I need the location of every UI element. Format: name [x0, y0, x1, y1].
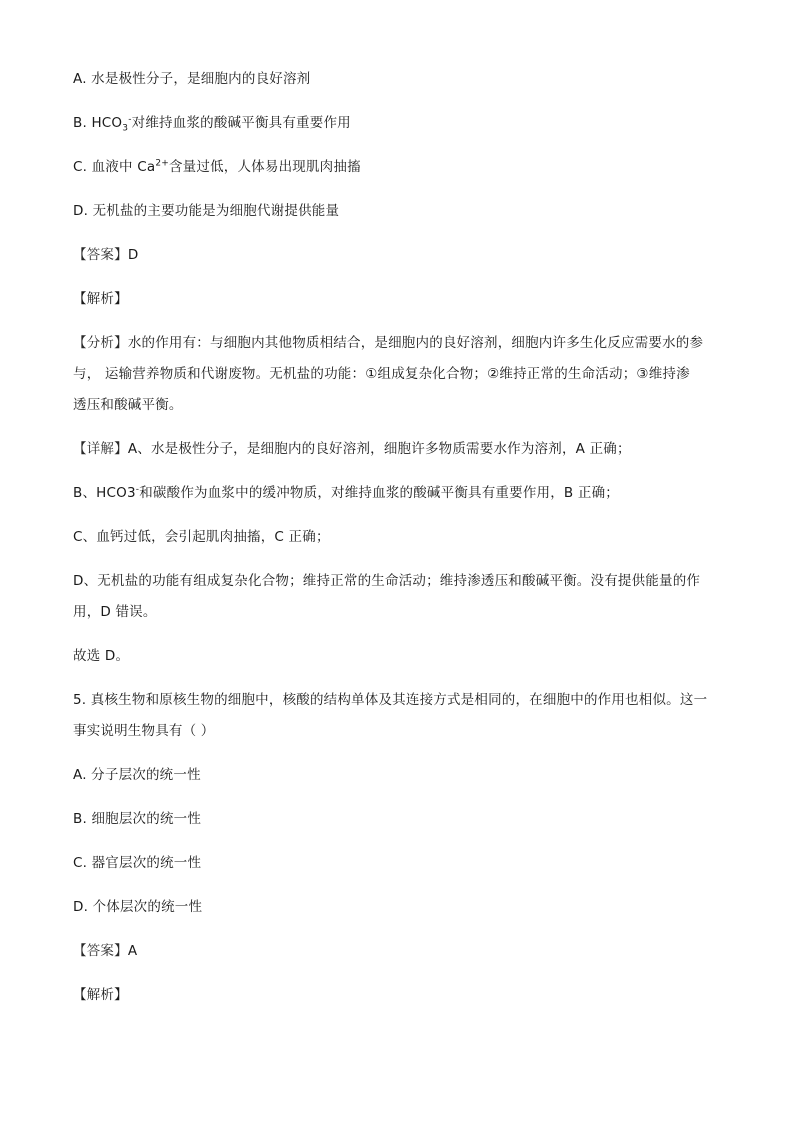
- q4-xiangjie-c: C、血钙过低，会引起肌肉抽搐，C 正确；: [73, 529, 330, 545]
- q4-option-b: [73, 108, 734, 139]
- q4-option-b-text: 对维持血浆的酸碱平衡具有重要作用: [131, 115, 351, 131]
- q5-stem-line-1: 5. 真核生物和原核生物的细胞中，核酸的结构单体及其连接方式是相同的，在细胞中的作用也相似。这一: [73, 692, 708, 708]
- q4-analysis-heading: 【解析】: [73, 291, 128, 307]
- q4-option-c-prefix: C. 血液中 Ca: [73, 159, 156, 175]
- q4-fenxi-line-1: [73, 328, 734, 359]
- q4-xiangjie-a-text: A、水是极性分子，是细胞内的良好溶剂，细胞许多物质需要水作为溶剂，A 正确；: [127, 441, 631, 457]
- q4-option-c-text: 含量过低，人体易出现肌肉抽搐: [168, 159, 361, 175]
- q4-xiangjie-a: [73, 434, 734, 465]
- q5-answer-value: A: [127, 943, 138, 959]
- q4-xiangjie-b: [73, 478, 734, 509]
- q4-xiangjie-d-line-1: D、无机盐的功能有组成复杂化合物；维持正常的生命活动；维持渗透压和酸碱平衡。没有提供能量的作: [73, 573, 701, 589]
- q4-option-b-subscript: 3: [122, 123, 129, 134]
- q4-conclusion: 故选 D。: [73, 648, 130, 664]
- q4-option-a: A. 水是极性分子，是细胞内的良好溶剂: [73, 71, 311, 87]
- q5-stem-line-2: 事实说明生物具有（ ）: [73, 723, 215, 739]
- q4-xiangjie-b-prefix: B、HCO3: [73, 485, 136, 501]
- q5-answer: [73, 936, 734, 967]
- q4-xiangjie-d: [73, 566, 734, 628]
- q4-xiangjie-b-superscript: -: [135, 484, 140, 495]
- q5-option-d: D. 个体层次的统一性: [73, 899, 203, 915]
- q4-fenxi-tag: 【分析】: [73, 335, 128, 351]
- q4-answer: [73, 240, 734, 271]
- q5-option-a: A. 分子层次的统一性: [73, 767, 201, 783]
- q4-option-b-prefix: B. HCO: [73, 115, 123, 131]
- q5-analysis-heading: 【解析】: [73, 987, 128, 1003]
- q4-xiangjie-tag: 【详解】: [73, 441, 128, 457]
- q4-xiangjie-b-text: 和碳酸作为血浆中的缓冲物质，对维持血浆的酸碱平衡具有重要作用，B 正确；: [139, 485, 619, 501]
- q4-answer-tag: 【答案】: [73, 247, 128, 263]
- q4-xiangjie-d-line-2: 用，D 错误。: [73, 604, 157, 620]
- q5-option-b: B. 细胞层次的统一性: [73, 811, 202, 827]
- q5-stem: [73, 685, 734, 747]
- q5-option-c: C. 器官层次的统一性: [73, 855, 202, 871]
- q5-answer-tag: 【答案】: [73, 943, 128, 959]
- q4-analysis-fenxi: [73, 328, 734, 421]
- q4-fenxi-line-3: 透压和酸碱平衡。: [73, 397, 183, 413]
- q4-option-c-superscript: 2+: [155, 158, 169, 169]
- q4-option-d: D. 无机盐的主要功能是为细胞代谢提供能量: [73, 203, 340, 219]
- q4-option-b-superscript: -: [128, 114, 132, 125]
- q4-fenxi-text-1: 水的作用有：与细胞内其他物质相结合，是细胞内的良好溶剂，细胞内许多生化反应需要水的参: [127, 335, 704, 351]
- q4-fenxi-line-2: 与， 运输营养物质和代谢废物。无机盐的功能：①组成复杂化合物；②维持正常的生命活动；③维持渗: [73, 366, 690, 382]
- q4-option-c: [73, 152, 734, 183]
- q4-answer-value: D: [127, 247, 139, 263]
